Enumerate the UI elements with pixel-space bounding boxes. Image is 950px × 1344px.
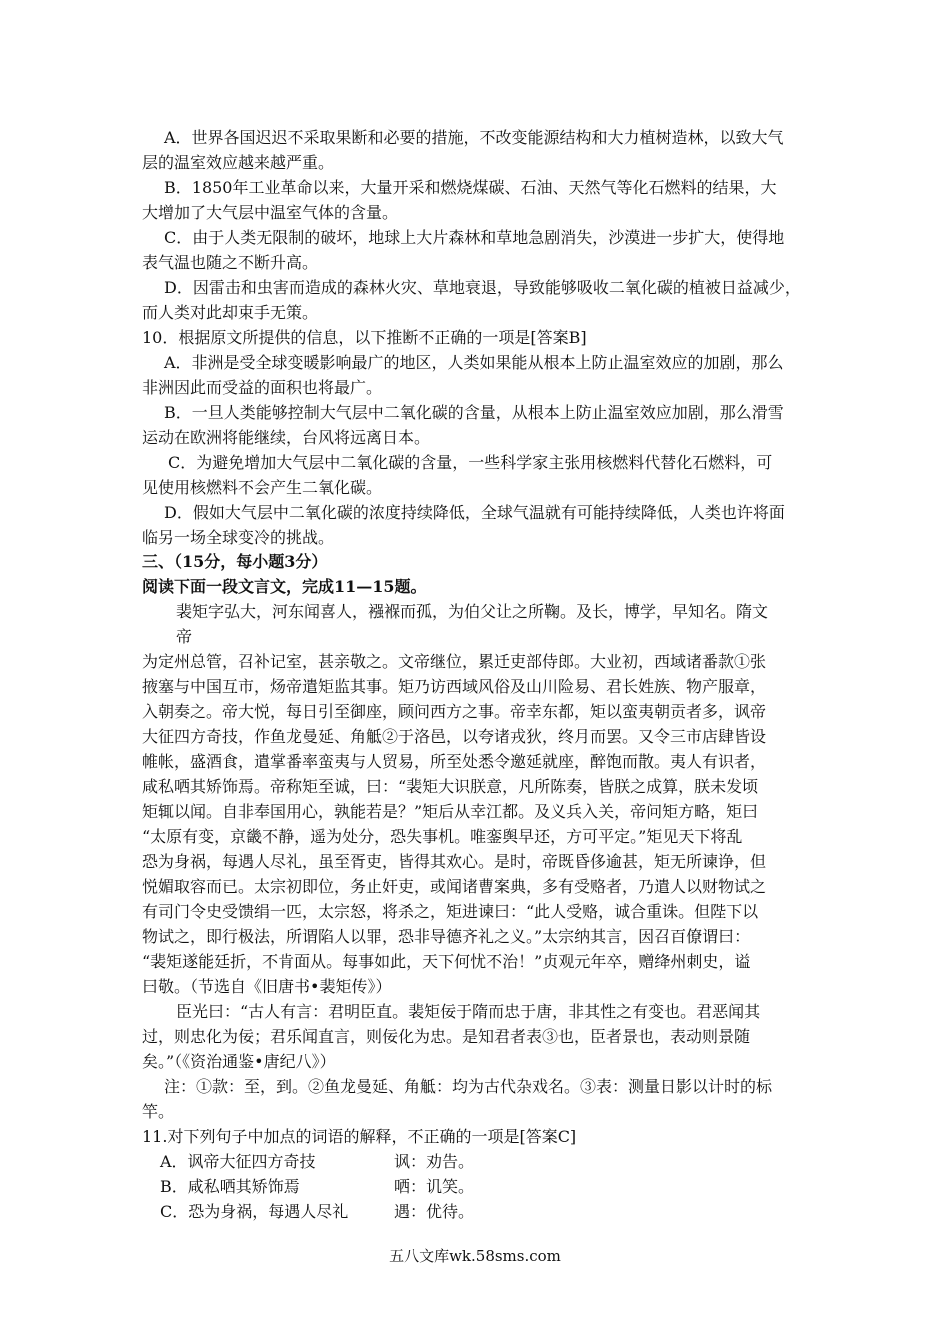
text-line: 层的温室效应越来越严重。 [142, 153, 335, 172]
passage-line: 矩辄以闻。自非奉国用心，孰能若是？”矩后从幸江都。及义兵入关，帝问矩方略，矩曰 [142, 802, 759, 821]
passage-line: 帷帐，盛酒食，遣掌番率蛮夷与人贸易，所至处悉令邀延就座，醉饱而散。夷人有识者， [142, 752, 767, 771]
text-line: C．由于人类无限制的破坏，地球上大片森林和草地急剧消失，沙漠进一步扩大，使得地 [164, 228, 785, 247]
text-line: C．为避免增加大气层中二氧化碳的含量，一些科学家主张用核燃料代替化石燃料，可 [168, 453, 773, 472]
passage-line: 咸私哂其矫饰焉。帝称矩至诚，曰：“裴矩大识朕意，凡所陈奏，皆朕之成算，朕未发顷 [142, 777, 759, 796]
text-line: 临另一场全球变冷的挑战。 [142, 528, 335, 547]
passage-line: “太原有变，京畿不静，遥为处分，恐失事机。唯銮舆早还，方可平定。”矩见天下将乱 [142, 827, 743, 846]
note-line: 注：①款：至，到。②鱼龙曼延、角觝：均为古代杂戏名。③表：测量日影以计时的标 [164, 1077, 773, 1096]
option-a: A．讽帝大征四方奇技 [160, 1152, 316, 1171]
option-c: C．恐为身祸，每遇人尽礼 [160, 1202, 349, 1221]
text-line: B．1850年工业革命以来，大量开采和燃烧煤碳、石油、天然气等化石燃料的结果，大 [164, 178, 777, 197]
gloss-b: 哂：讥笑。 [394, 1177, 475, 1196]
note-line: 竿。 [142, 1102, 175, 1121]
option-b: B．咸私哂其矫饰焉 [160, 1177, 300, 1196]
text-line: 运动在欧洲将能继续，台风将远离日本。 [142, 428, 431, 447]
text-line: 大增加了大气层中温室气体的含量。 [142, 203, 399, 222]
passage-line: 帝 [176, 627, 193, 646]
passage-line: 为定州总管，召补记室，甚亲敬之。文帝继位，累迁吏部侍郎。大业初，西域诸番款①张 [142, 652, 767, 671]
text-line: 表气温也随之不断升高。 [142, 253, 319, 272]
text-line: D．假如大气层中二氧化碳的浓度持续降低，全球气温就有可能持续降低，人类也许将面 [164, 503, 785, 522]
text-line: A．非洲是受全球变暖影响最广的地区，人类如果能从根本上防止温室效应的加剧，那么 [164, 353, 784, 372]
passage-line: 悦媚取容而已。太宗初即位，务止奸吏，或闻诸曹案典，多有受赂者，乃遣人以财物试之 [142, 877, 767, 896]
text-line: D．因雷击和虫害而造成的森林火灾、草地衰退，导致能够吸收二氧化碳的植被日益减少， [164, 278, 801, 297]
passage-line: 有司门令史受馈绢一匹，太宗怒，将杀之，矩进谏曰：“此人受赂，诚合重诛。但陛下以 [142, 902, 759, 921]
footer-watermark: 五八文库wk.58sms.com [389, 1247, 561, 1265]
question-11: 11.对下列句子中加点的词语的解释，不正确的一项是[答案C] [142, 1127, 577, 1146]
passage-line: 掖塞与中国互市，炀帝遣矩监其事。矩乃访西域风俗及山川险易、君长姓族、物产服章， [142, 677, 767, 696]
text-line: 见使用核燃料不会产生二氧化碳。 [142, 478, 383, 497]
passage-line: 裴矩字弘大，河东闻喜人，襁褓而孤，为伯父让之所鞠。及长，博学，早知名。隋文 [176, 602, 769, 621]
text-line: B．一旦人类能够控制大气层中二氧化碳的含量，从根本上防止温室效应加剧，那么滑雪 [164, 403, 784, 422]
question-10: 10．根据原文所提供的信息，以下推断不正确的一项是[答案B] [142, 328, 587, 347]
text-line: 而人类对此却束手无策。 [142, 303, 319, 322]
passage-line: “裴矩遂能廷折，不肯面从。每事如此，天下何忧不治！”贞观元年卒，赠绛州刺史，谥 [142, 952, 751, 971]
commentary-line: 臣光曰：“古人有言：君明臣直。裴矩佞于隋而忠于唐，非其性之有变也。君恶闻其 [176, 1002, 761, 1021]
text-line: A．世界各国迟迟不采取果断和必要的措施，不改变能源结构和大力植树造林，以致大气 [164, 128, 784, 147]
section-heading: 三、（15分，每小题3分） [142, 552, 328, 571]
passage-line: 恐为身祸，每遇人尽礼，虽至胥吏，皆得其欢心。是时，帝既昏侈逾甚，矩无所谏诤，但 [142, 852, 767, 871]
passage-line: 大征四方奇技，作鱼龙曼延、角觝②于洛邑，以夸诸戎狄，终月而罢。又令三市店肆皆设 [142, 727, 767, 746]
passage-line: 曰敬。（节选自《旧唐书•裴矩传》） [142, 977, 392, 996]
gloss-a: 讽：劝告。 [394, 1152, 475, 1171]
passage-line: 入朝奏之。帝大悦，每日引至御座，顾问西方之事。帝幸东都，矩以蛮夷朝贡者多，讽帝 [142, 702, 767, 721]
section-instruction: 阅读下面一段文言文，完成11—15题。 [142, 577, 427, 596]
text-line: 非洲因此而受益的面积也将最广。 [142, 378, 383, 397]
gloss-c: 遇：优待。 [394, 1202, 475, 1221]
commentary-line: 过，则忠化为佞；君乐闻直言，则佞化为忠。是知君者表③也，臣者景也，表动则景随 [142, 1027, 751, 1046]
commentary-line: 矣。”（《资治通鉴•唐纪八》） [142, 1052, 336, 1071]
passage-line: 物试之，即行极法，所谓陷人以罪，恐非导德齐礼之义。”太宗纳其言，因召百僚谓曰： [142, 927, 751, 946]
